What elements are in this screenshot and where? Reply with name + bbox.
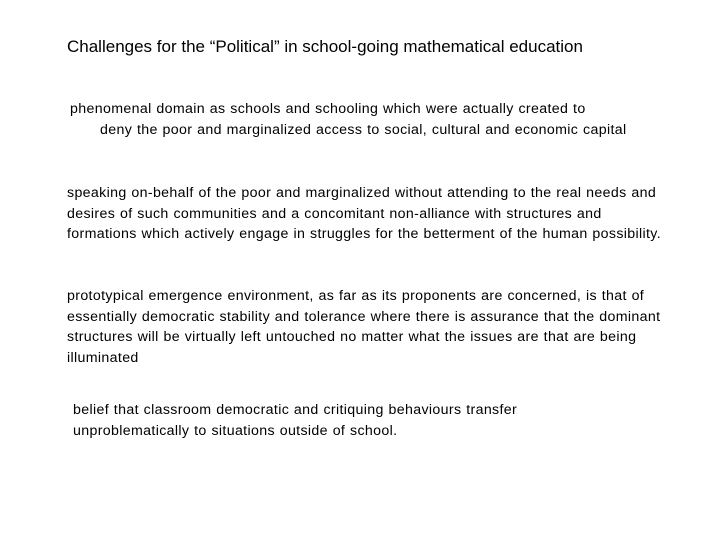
paragraph-speaking-on-behalf: speaking on-behalf of the poor and marginalized without attending to the real needs and desires of such communities and a concomitant non-alliance with structures and formations which actively engage in struggles for the betterment of the human possibility. bbox=[67, 185, 661, 242]
paragraph-first-line: phenomenal domain as schools and schooling which were actually created to bbox=[70, 101, 586, 117]
slide-title: Challenges for the “Political” in school-going mathematical education bbox=[67, 37, 583, 56]
paragraph-classroom-belief: belief that classroom democratic and critiquing behaviours transfer unproblematically to situations outside of school. bbox=[73, 402, 518, 439]
paragraph-phenomenal-domain bbox=[70, 99, 680, 140]
paragraph-prototypical-emergence: prototypical emergence environment, as far as its proponents are concerned, is that of essentially democratic stability and tolerance where there is assurance that the dominant structures will be virtually left untouched no matter what the issues are that are being illuminated bbox=[67, 288, 661, 366]
paragraph-continuation: deny the poor and marginalized access to social, cultural and economic capital bbox=[100, 121, 627, 138]
